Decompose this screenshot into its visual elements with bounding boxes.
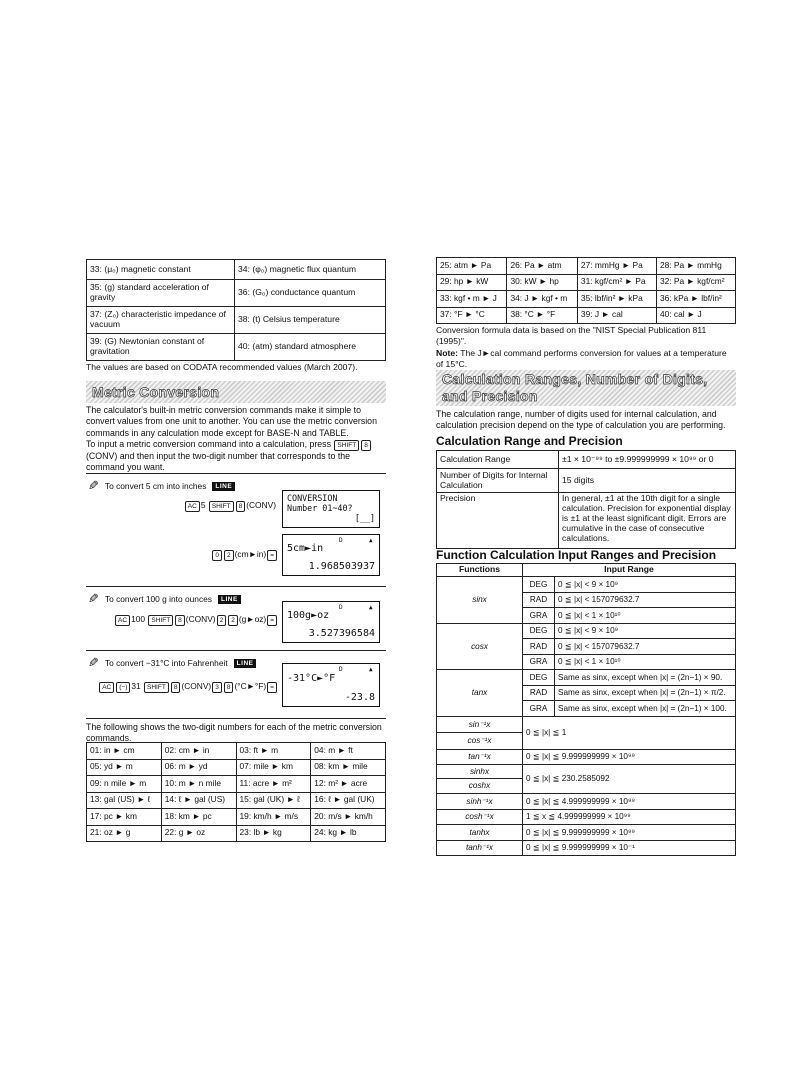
table-cell: 36: kPa ► lbf/in²: [656, 291, 735, 308]
table-row: [437, 765, 736, 794]
lcd-result: 1.968503937: [308, 561, 375, 572]
table-cell: 18: km ► pc: [161, 809, 236, 826]
key-sequence: [88, 681, 278, 693]
range-cell: 0 ≦ |x| < 1 × 10¹⁰: [555, 608, 736, 624]
range-cell: Same as sinx, except when |x| = (2n−1) × 90.: [555, 670, 736, 686]
table-row: [437, 840, 736, 856]
section-title: Metric Conversion: [92, 384, 220, 400]
function-range-heading: Function Calculation Input Ranges and Precision: [436, 548, 717, 562]
lcd-expression: 100g►oz: [287, 610, 330, 621]
range-cell: 0 ≦ |x| < 1 × 10¹⁰: [555, 654, 736, 670]
lcd-result: 3.527396584: [308, 628, 375, 639]
function-name: tan⁻¹x: [437, 749, 523, 765]
column-header: Functions: [437, 564, 523, 577]
table-cell: 38: °C ► °F: [507, 307, 577, 324]
key-sequence: [106, 614, 278, 626]
table-row: [437, 623, 736, 639]
pencil-icon: ✎: [88, 478, 99, 493]
table-cell: 28: Pa ► mmHg: [656, 258, 735, 275]
shift-key-icon: SHIFT: [334, 440, 359, 451]
table-cell: 34: (φ₀) magnetic flux quantum: [235, 260, 386, 280]
section-title-line: Calculation Ranges, Number of Digits,: [442, 371, 708, 387]
calc-ranges-banner: [436, 370, 736, 406]
table-row: [437, 794, 736, 810]
table-row: [87, 776, 386, 793]
ac-key-icon: AC: [115, 615, 130, 626]
mode-cell: GRA: [523, 654, 555, 670]
table-row: [437, 749, 736, 765]
d-indicator-icon: D: [339, 604, 343, 611]
table-row: [87, 307, 386, 334]
table-cell: 20: m/s ► km/h: [311, 809, 386, 826]
table-row: [87, 759, 386, 776]
mode-cell: RAD: [523, 592, 555, 608]
shift-key-icon: SHIFT: [209, 501, 234, 512]
eight-key-icon: 8: [236, 501, 246, 512]
range-cell: 0 ≦ |x| ≦ 1: [523, 716, 736, 749]
table-cell: 36: (G₀) conductance quantum: [235, 280, 386, 307]
table-cell: In general, ±1 at the 10th digit for a single calculation. Precision for exponential display is ±1 at the least significant digit. Errors are cumulative in the case of consecutive calculations.: [559, 493, 736, 549]
table-cell: 09: n mile ► m: [87, 776, 162, 793]
table-cell: 21: oz ► g: [87, 825, 162, 842]
table-cell: 05: yd ► m: [87, 759, 162, 776]
mode-cell: GRA: [523, 701, 555, 717]
up-indicator-icon: ▲: [369, 604, 373, 611]
table-cell: 15: gal (UK) ► ℓ: [236, 792, 311, 809]
key-text: 100: [131, 614, 146, 624]
function-name: tanhx: [437, 825, 523, 841]
table-cell: 32: Pa ► kgf/cm²: [656, 274, 735, 291]
line-badge: LINE: [234, 659, 257, 668]
table-cell: 40: (atm) standard atmosphere: [235, 334, 386, 361]
three-key-icon: 3: [212, 682, 222, 693]
section-title-line: and Precision: [442, 388, 538, 404]
conversion-table-right: [436, 257, 736, 324]
table-row: [437, 258, 736, 275]
table-row: [87, 743, 386, 760]
list-intro: The following shows the two-digit numbers for each of the metric conversion commands.: [86, 718, 386, 745]
function-name: cosx: [437, 623, 523, 670]
function-name: sinh⁻¹x: [437, 794, 523, 810]
key-text: (CONV): [246, 500, 276, 510]
table-cell: 08: km ► mile: [311, 759, 386, 776]
equals-key-icon: =: [267, 682, 277, 693]
table-cell: 39: J ► cal: [577, 307, 656, 324]
equals-key-icon: =: [267, 615, 277, 626]
key-text: (CONV): [181, 681, 212, 691]
conversion-table-left: [86, 742, 386, 842]
table-row: [437, 307, 736, 324]
range-cell: 0 ≦ |x| < 9 × 10⁹: [555, 623, 736, 639]
function-label: sin⁻¹x: [437, 717, 522, 733]
two-key-icon: 2: [228, 615, 238, 626]
line-badge: LINE: [212, 482, 235, 491]
ac-key-icon: AC: [185, 501, 200, 512]
lcd-display: [282, 663, 380, 707]
range-cell: 0 ≦ |x| ≦ 230.2585092: [523, 765, 736, 794]
table-cell: 14: ℓ ► gal (US): [161, 792, 236, 809]
up-indicator-icon: ▲: [369, 537, 373, 544]
table-row: [437, 469, 736, 493]
table-cell: 34: J ► kgf • m: [507, 291, 577, 308]
howto-text-b: (CONV) and then input the two-digit number that corresponds to the command you want.: [86, 450, 351, 472]
key-text: 5: [200, 500, 206, 510]
lcd-expression: 5cm►in: [287, 543, 324, 554]
eight-key-icon: 8: [175, 615, 185, 626]
table-cell: 17: pc ► km: [87, 809, 162, 826]
nist-note: Conversion formula data is based on the "NIST Special Publication 811 (1995)".: [436, 325, 707, 346]
table-cell: Precision: [437, 493, 559, 549]
table-cell: 37: °F ► °C: [437, 307, 507, 324]
mode-cell: DEG: [523, 577, 555, 593]
function-label: cos⁻¹x: [467, 735, 492, 745]
intro-text: The calculator's built-in metric conversion commands make it simple to convert values from one unit to another. You can use the metric conversion commands in any calculation mode except for BASE-N and TABLE.: [86, 405, 377, 438]
table-cell: 16: ℓ ► gal (UK): [311, 792, 386, 809]
table-cell: 07: mile ► km: [236, 759, 311, 776]
range-cell: Same as sinx, except when |x| = (2n−1) × 100.: [555, 701, 736, 717]
range-cell: 0 ≦ |x| < 157079632.7: [555, 639, 736, 655]
temperature-note: [436, 348, 736, 369]
table-cell: 24: kg ► lb: [311, 825, 386, 842]
key-text: (cm►in): [234, 549, 267, 559]
example-title-text: To convert 100 g into ounces: [104, 594, 212, 604]
calc-range-heading: Calculation Range and Precision: [436, 434, 623, 448]
eight-key-icon: 8: [361, 440, 371, 451]
range-cell: 0 ≦ |x| < 9 × 10⁹: [555, 577, 736, 593]
range-cell: 0 ≦ |x| ≦ 9.999999999 × 10⁹⁹: [523, 749, 736, 765]
d-indicator-icon: D: [339, 537, 343, 544]
range-cell: Same as sinx, except when |x| = (2n−1) × π/2.: [555, 685, 736, 701]
column-header: Input Range: [523, 564, 736, 577]
table-cell: 37: (Z₀) characteristic impedance of vacuum: [87, 307, 235, 334]
function-name: [437, 765, 523, 794]
two-key-icon: 2: [224, 550, 234, 561]
table-cell: 40: cal ► J: [656, 307, 735, 324]
table-cell: 35: (g) standard acceleration of gravity: [87, 280, 235, 307]
table-cell: 19: km/h ► m/s: [236, 809, 311, 826]
function-name: cosh⁻¹x: [437, 809, 523, 825]
table-cell: 35: lbf/in² ► kPa: [577, 291, 656, 308]
table-cell: 25: atm ► Pa: [437, 258, 507, 275]
table-cell: Number of Digits for Internal Calculation: [437, 469, 559, 493]
table-row: [437, 670, 736, 686]
range-cell: 0 ≦ |x| ≦ 9.999999999 × 10⁹⁹: [523, 825, 736, 841]
key-text: 31: [131, 681, 141, 691]
zero-key-icon: 0: [212, 550, 222, 561]
table-cell: 30: kW ► hp: [507, 274, 577, 291]
shift-key-icon: SHIFT: [144, 682, 169, 693]
function-label: sinhx: [437, 765, 522, 779]
example-c-to-f: [86, 650, 386, 712]
function-name: tanx: [437, 670, 523, 717]
table-row: [87, 792, 386, 809]
mode-cell: GRA: [523, 608, 555, 624]
lcd-expression: -31°C►°F: [287, 673, 336, 684]
codata-note: The values are based on CODATA recommended values (March 2007).: [86, 362, 358, 372]
table-cell: 06: m ► yd: [161, 759, 236, 776]
negative-key-icon: (−): [116, 682, 130, 693]
table-cell: 27: mmHg ► Pa: [577, 258, 656, 275]
table-row: [437, 564, 736, 577]
pencil-icon: ✎: [88, 655, 99, 670]
lcd-line: Number 01~40?: [287, 503, 353, 513]
equals-key-icon: =: [267, 550, 277, 561]
example-title-text: To convert −31°C into Fahrenheit: [104, 658, 228, 668]
table-cell: 39: (G) Newtonian constant of gravitation: [87, 334, 235, 361]
key-sequence: [166, 500, 276, 512]
function-range-table: [436, 563, 736, 856]
key-sequence: [166, 549, 278, 561]
eight-key-icon: 8: [171, 682, 181, 693]
table-cell: Calculation Range: [437, 451, 559, 469]
example-cm-to-in: [86, 473, 386, 583]
lcd-display: [282, 534, 380, 576]
table-cell: 31: kgf/cm² ► Pa: [577, 274, 656, 291]
lcd-display: [282, 601, 380, 643]
function-name: sinx: [437, 577, 523, 624]
lcd-line: CONVERSION: [287, 493, 338, 503]
two-key-icon: 2: [217, 615, 227, 626]
table-cell: 12: m² ► acre: [311, 776, 386, 793]
range-cell: 1 ≦ x ≦ 4.999999999 × 10⁹⁹: [523, 809, 736, 825]
lcd-result: -23.8: [344, 692, 375, 703]
table-row: [437, 274, 736, 291]
table-cell: 22: g ► oz: [161, 825, 236, 842]
key-text: (CONV): [185, 614, 216, 624]
mode-cell: RAD: [523, 639, 555, 655]
table-row: [87, 334, 386, 361]
mode-cell: RAD: [523, 685, 555, 701]
example-g-to-oz: [86, 586, 386, 648]
table-cell: 03: ft ► m: [236, 743, 311, 760]
calc-range-table: [436, 450, 736, 549]
table-cell: 26: Pa ► atm: [507, 258, 577, 275]
example-title-text: To convert 5 cm into inches: [104, 481, 207, 491]
calc-ranges-intro: The calculation range, number of digits used for internal calculation, and calculation precision depend on the type of calculation you are performing.: [436, 409, 726, 431]
up-indicator-icon: ▲: [369, 666, 373, 673]
key-text: (g►oz): [238, 614, 267, 624]
ac-key-icon: AC: [99, 682, 114, 693]
key-text: (°C►°F): [234, 681, 267, 691]
pencil-icon: ✎: [88, 591, 99, 606]
shift-key-icon: SHIFT: [148, 615, 173, 626]
function-name: tanh⁻¹x: [437, 840, 523, 856]
table-cell: 38: (t) Celsius temperature: [235, 307, 386, 334]
right-page: [400, 0, 800, 1091]
table-cell: 01: in ► cm: [87, 743, 162, 760]
table-cell: 15 digits: [559, 469, 736, 493]
table-cell: 13: gal (US) ► ℓ: [87, 792, 162, 809]
table-cell: ±1 × 10⁻⁹⁹ to ±9.999999999 × 10⁹⁹ or 0: [559, 451, 736, 469]
table-row: [87, 280, 386, 307]
table-row: [87, 260, 386, 280]
table-cell: 33: kgf • m ► J: [437, 291, 507, 308]
table-row: [437, 716, 736, 749]
table-row: [437, 825, 736, 841]
howto-text-a: To input a metric conversion command into a calculation, press: [86, 438, 331, 449]
mode-cell: DEG: [523, 623, 555, 639]
function-name: [437, 716, 523, 749]
note-text: The J►cal command performs conversion for values at a temperature of 15°C.: [436, 348, 727, 369]
note-label: Note:: [436, 348, 458, 358]
eight-key-icon: 8: [224, 682, 234, 693]
function-label: coshx: [468, 781, 491, 790]
table-row: [87, 825, 386, 842]
lcd-line: [__]: [354, 513, 375, 523]
table-cell: 33: (μ₀) magnetic constant: [87, 260, 235, 280]
table-cell: 10: m ► n mile: [161, 776, 236, 793]
range-cell: 0 ≦ |x| ≦ 4.999999999 × 10⁹⁹: [523, 794, 736, 810]
table-cell: 11: acre ► m²: [236, 776, 311, 793]
metric-conversion-banner: [86, 381, 386, 403]
intro-paragraph: [86, 405, 386, 473]
table-row: [437, 809, 736, 825]
table-row: [87, 809, 386, 826]
line-badge: LINE: [218, 595, 241, 604]
range-cell: 0 ≦ |x| < 157079632.7: [555, 592, 736, 608]
section-title: [442, 370, 736, 405]
d-indicator-icon: D: [339, 666, 343, 673]
mode-cell: DEG: [523, 670, 555, 686]
constants-table: [86, 259, 386, 361]
table-cell: 04: m ► ft: [311, 743, 386, 760]
table-cell: 29: hp ► kW: [437, 274, 507, 291]
table-row: [437, 577, 736, 593]
table-row: [437, 291, 736, 308]
table-row: [437, 451, 736, 469]
table-row: [437, 493, 736, 549]
table-cell: 02: cm ► in: [161, 743, 236, 760]
table-cell: 23: lb ► kg: [236, 825, 311, 842]
range-cell: 0 ≦ |x| ≦ 9.999999999 × 10⁻¹: [523, 840, 736, 856]
lcd-display: [282, 490, 380, 528]
